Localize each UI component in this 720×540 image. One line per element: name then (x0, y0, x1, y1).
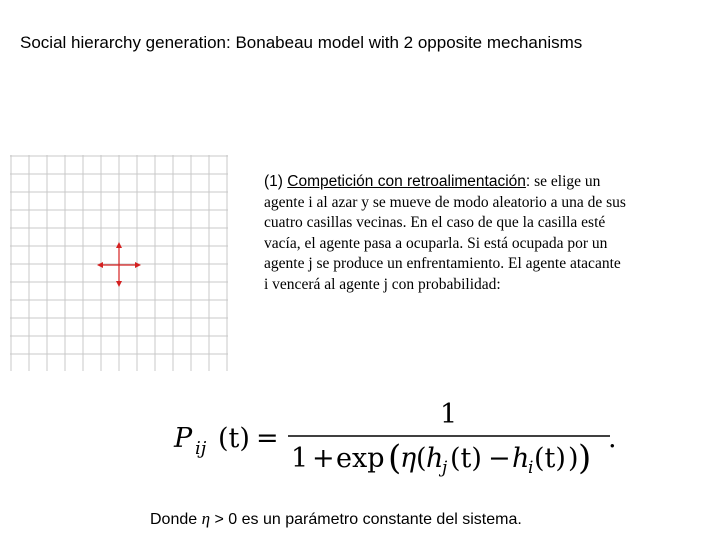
formula-end-dot: . (608, 423, 617, 454)
inner-paren-close: ) (568, 443, 579, 474)
slide-title: Social hierarchy generation: Bonabeau model with 2 opposite mechanisms (20, 33, 583, 52)
big-paren-close: ) (578, 438, 592, 478)
formula-numerator: 1 (440, 399, 458, 430)
denom-t-arg-1: (t) (450, 443, 482, 474)
mechanism-heading-underlined: Competición con retroalimentación (287, 173, 526, 190)
denom-minus: − (488, 443, 511, 474)
description-text (264, 172, 626, 295)
formula-lhs-arg: (t) (218, 423, 250, 454)
denom-sub-j: j (442, 458, 448, 478)
movement-arrows-icon (97, 242, 141, 287)
probability-formula (170, 398, 630, 478)
denom-hi: h (512, 443, 530, 474)
footnote-suffix: > 0 es un parámetro constante del sistema. (214, 511, 522, 528)
mechanism-body: se elige un agente i al azar y se mueve de modo aleatorio a una de sus cuatro casillas vecinas. En el caso de que la casilla esté vacía, el agente pasa a ocuparla. Si está ocupada por un agente j se produce un enfrentamiento. El agente atacante i vencerá al agente j con probabilidad: (264, 173, 626, 293)
formula-lhs-sub: ij (195, 438, 207, 459)
denom-hj: h (426, 443, 444, 474)
lattice-grid-illustration (10, 155, 228, 371)
denom-t-arg-2: (t) (534, 443, 566, 474)
footnote-eta: η (201, 509, 211, 528)
inner-paren-open: ( (416, 443, 427, 474)
footnote-prefix: Donde (150, 511, 198, 528)
denom-one: 1 (291, 443, 309, 474)
denom-exp: exp (336, 443, 385, 474)
mechanism-heading: (1) Competición con retroalimentación: (264, 173, 531, 190)
denom-sub-i: i (528, 458, 534, 478)
denom-plus: + (312, 443, 335, 474)
formula-equals: = (256, 423, 279, 454)
denom-eta: η (400, 443, 417, 474)
formula-lhs: P (174, 423, 193, 454)
big-paren-open: ( (388, 438, 402, 478)
footnote (150, 509, 522, 529)
